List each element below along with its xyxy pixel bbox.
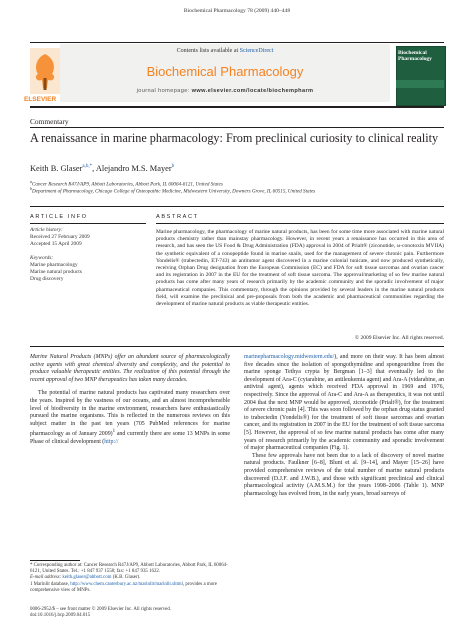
email-link[interactable]: keith.glaser@abbott.com bbox=[62, 575, 112, 581]
author-affiliation-marks[interactable]: b bbox=[171, 164, 175, 170]
paragraph-text: and currently there are some 13 MNPs in some Phase of clinical development ( bbox=[30, 431, 231, 445]
footnote-rule bbox=[30, 560, 80, 561]
journal-cover-band bbox=[396, 80, 444, 88]
article-title: A renaissance in marine pharmacology: From preclinical curiosity to clinical reality bbox=[30, 131, 439, 145]
received-date: Received 27 February 2009 bbox=[30, 234, 90, 240]
section-divider bbox=[30, 206, 444, 207]
article-info-heading: ARTICLE INFO bbox=[30, 214, 88, 220]
email-label: E-mail address: bbox=[30, 575, 63, 581]
body-paragraph bbox=[30, 390, 230, 446]
paragraph-text: ), and more on their way. It has been almost five decades since the isolation of spongothymidine and spongouridine from the marine sponge Tethya crypta by Bergman [1–3] that eventually led to the development of Ara-C (cytarabine, an antileukemia agent) and Ara-A (vidarabine, an antiviral agent), agents which received FDA approval in 1969 and 1976, respectively. Since the approval of Ara-C and Ara-A as therapeutics, it was not until 2004 that the next MNP would be approved, ziconotide (Prialt®), for the treatment of severe chronic pain [4]. This was soon followed by the orphan drug status granted to trabectedin (Yondelis®) for the treatment of soft tissue sarcomas and ovarian cancer, and its registration in 2007 in the EU for the treatment of soft tissue sarcoma [5]. However, the approval of so few marine natural products has come after many years of research primarily by the academic community and sporadic involvement of major pharmaceutical companies (Fig. 1). bbox=[244, 354, 444, 452]
history-label: Article history: bbox=[30, 227, 63, 233]
journal-name: Biochemical Pharmacology bbox=[146, 64, 304, 79]
section-rule bbox=[30, 127, 444, 128]
accepted-date: Accepted 15 April 2009 bbox=[30, 241, 82, 247]
journal-reference: Biochemical Pharmacology 78 (2009) 440–448 bbox=[183, 8, 291, 14]
keyword: Marine natural products bbox=[30, 269, 82, 275]
abstract-text: Marine pharmacology, the pharmacology of marine natural products, has been for some time more associated with marine natural products chemistry rather than mainstay pharmacology. However, in recent years a renaissance has occurred in this area of research, and has seen the US Food & Drug Administration (FDA) approval in 2004 of Prialt® (ziconotide, ω-conotoxin MVIIA) the synthetic equivalent of a conopeptide found in marine snails, used for the management of severe chronic pain. Furthermore Yondelis® (trabectedin, ET-743) an antitumor agent discovered in a marine colonial tunicate, and now produced synthetically, receiving Orphan Drug designation from the European Commission (EC) and FDA for soft tissue sarcomas and ovarian cancer and its registration in 2007 in the EU for the treatment of soft tissue sarcoma. The approval/marketing of so few marine natural products has come after many years of research primarily by the academic community and the sporadic involvement of major pharmaceutical companies. This commentary, through the opinions provided by several leaders in the marine natural products field, will examine the preclinical and pre-proposals from both the academic and pharmaceutical communities regarding the development of marine natural products as viable therapeutic entities. bbox=[156, 229, 444, 308]
journal-homepage bbox=[60, 88, 390, 94]
header-bottom-rule bbox=[30, 106, 444, 108]
journal-cover-title: Biochemical Pharmacology bbox=[398, 50, 432, 63]
affiliation bbox=[30, 186, 315, 195]
affiliation-text: Cancer Research R47J/AP9, Abbott Laboratories, Abbott Park, IL 60064-6121, United States bbox=[32, 181, 223, 188]
abstract-heading: ABSTRACT bbox=[156, 214, 199, 220]
footnote-mark[interactable]: 1 bbox=[112, 429, 116, 435]
footnotes bbox=[30, 563, 230, 594]
marine-pharmacology-link[interactable]: marinepharmacology.midwestern.edu/ bbox=[244, 354, 335, 360]
article-history bbox=[30, 227, 148, 283]
contents-prefix: Contents lists available at bbox=[176, 48, 239, 54]
header-top-rule bbox=[30, 42, 444, 43]
author-list bbox=[30, 164, 174, 173]
author-affiliation-marks[interactable]: a,b,* bbox=[82, 164, 93, 170]
marinlit-tail: , provides a more comprehensive view of MNPs. bbox=[30, 581, 217, 593]
paragraph-text: The potential of marine natural products has captivated many researchers over the years. Inspired by the vastness of our oceans, and an almost incomprehensible level of biodiversity in the marine environment, researchers have enthusiastically pursued the marine organisms. This is reflected in the numerous reviews on this subject matter in the past ten years (705 PubMed references for marine pharmacology as of January 2009) bbox=[30, 390, 230, 438]
keywords-label: Keywords: bbox=[30, 255, 54, 261]
corresponding-author-note: * Corresponding author at: Cancer Research R47J/AP9, Abbott Laboratories, Abbott Park, IL 60064-6121, United States. Tel.: +1 847 937 1558; fax: +1 847 935 1622. bbox=[30, 563, 228, 575]
marine-pharmacology-link[interactable]: http:// bbox=[104, 438, 119, 445]
keyword: Drug discovery bbox=[30, 276, 64, 282]
keyword: Marine pharmacology bbox=[30, 262, 78, 268]
marinlit-note bbox=[30, 582, 230, 594]
marinlit-link[interactable]: http://www.chem.canterbury.ac.nz/marinlit/marinlit.shtml bbox=[70, 581, 183, 587]
article-info-rule bbox=[30, 223, 146, 224]
author-separator: , bbox=[92, 164, 96, 173]
body-paragraph: These few approvals have not been due to a lack of discovery of novel marine natural products. Faulkner [6–8], Blunt et al. [9–14], and Mayer [15–26] have provided comprehensive reviews of the total number of marine natural products discovered (D.J.F. and J.W.B.), and those with significant preclinical and clinical pharmacological activity (A.M.S.M.) for the years 1998–2006 (Table 1). MNP pharmacology has evolved from, in the early years, broad surveys of bbox=[244, 452, 444, 497]
doi-line[interactable]: doi:10.1016/j.bcp.2009.04.015 bbox=[30, 613, 91, 619]
abstract-copyright: © 2009 Elsevier Inc. All rights reserved. bbox=[354, 335, 444, 341]
issn-line: 0006-2952/$ – see front matter © 2009 Elsevier Inc. All rights reserved. bbox=[30, 607, 172, 612]
body-column-left bbox=[30, 354, 230, 447]
abstract-rule bbox=[156, 223, 444, 224]
intro-paragraph: Marine Natural Products (MNPs) offer an abundant source of pharmacologically active agents with great chemical diversity and complexity, and the potential to produce valuable therapeutic entities. The realization of this potential through the recent approval of two MNP therapeutics has taken many decades. bbox=[30, 354, 230, 383]
abstract-bottom-rule bbox=[30, 346, 444, 347]
contents-line bbox=[60, 48, 390, 54]
author-name[interactable]: Alejandro M.S. Mayer bbox=[95, 164, 172, 173]
email-tail: (K.B. Glaser). bbox=[111, 575, 141, 581]
page-footer bbox=[30, 607, 250, 619]
publisher-wordmark: ELSEVIER bbox=[24, 96, 57, 103]
author-name[interactable]: Keith B. Glaser bbox=[30, 164, 83, 173]
body-paragraph bbox=[244, 354, 444, 453]
affiliation-text: Department of Pharmacology, Chicago College of Osteopathic Medicine, Midwestern University, Downers Grove, IL 60515, United States bbox=[32, 188, 316, 195]
sciencedirect-link[interactable]: ScienceDirect bbox=[239, 48, 274, 54]
affiliation-mark: a bbox=[30, 179, 32, 184]
homepage-prefix: journal homepage: bbox=[136, 88, 190, 94]
elsevier-tree-logo bbox=[30, 48, 60, 94]
homepage-link[interactable]: www.elsevier.com/locate/biochempharm bbox=[191, 88, 314, 94]
body-column-right bbox=[244, 354, 444, 498]
affiliation-mark: b bbox=[30, 186, 32, 191]
article-section: Commentary bbox=[30, 117, 69, 126]
marinlit-prefix: 1 Marinlit database, bbox=[30, 581, 71, 587]
